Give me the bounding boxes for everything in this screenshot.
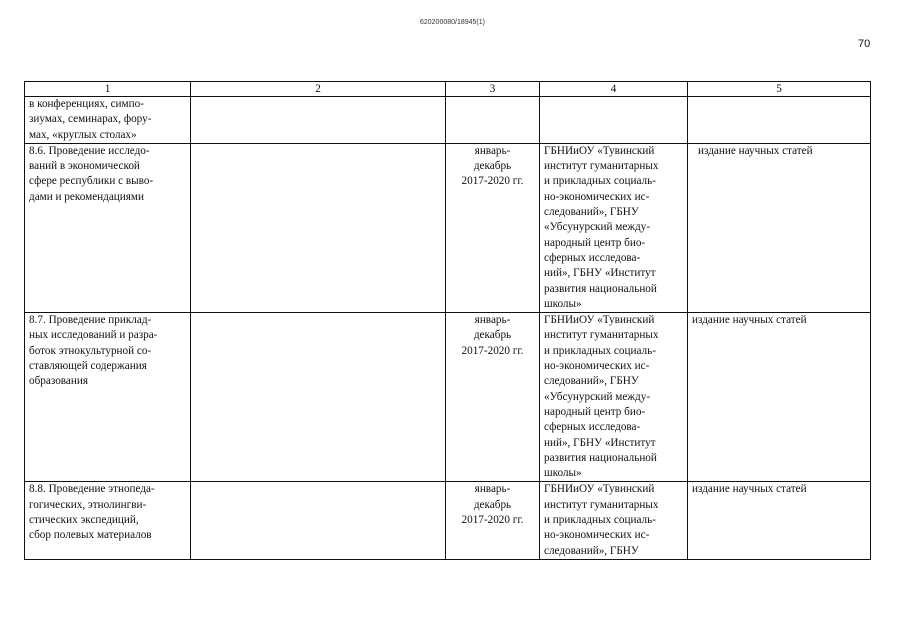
text-line: боток этнокультурной со- bbox=[29, 344, 152, 357]
text-line: сферных исследова- bbox=[544, 421, 641, 434]
empty-cell bbox=[191, 313, 446, 482]
text-line: декабрь bbox=[473, 498, 512, 511]
text-line: издание научных статей bbox=[692, 483, 807, 496]
text-line: январь- bbox=[474, 483, 511, 496]
text-line: ний», ГБНУ «Институт bbox=[544, 267, 656, 280]
text-line: дами и рекомендациями bbox=[29, 190, 144, 203]
text-line: мах, «круглых столах» bbox=[29, 128, 137, 141]
text-line: 8.7. Проведение приклад- bbox=[29, 314, 152, 327]
text-line: народный центр био- bbox=[544, 405, 646, 418]
text-line: «Убсунурский между- bbox=[544, 390, 651, 403]
text-line: и прикладных социаль- bbox=[544, 514, 656, 527]
text-line: школы» bbox=[544, 467, 582, 480]
period-cell bbox=[446, 97, 540, 144]
header-col-5: 5 bbox=[688, 82, 871, 97]
executor-cell bbox=[540, 143, 688, 312]
activity-cell bbox=[25, 143, 191, 312]
text-line: зиумах, семинарах, фору- bbox=[29, 113, 152, 126]
text-line: сфере республики с выво- bbox=[29, 175, 154, 188]
document-id: 620200080/18945(1) bbox=[419, 19, 485, 26]
text-line: следований», ГБНУ bbox=[544, 544, 639, 557]
text-line: ваний в экономической bbox=[29, 160, 140, 173]
text-line: «Убсунурский между- bbox=[544, 221, 651, 234]
table-row bbox=[25, 143, 871, 312]
text-line: ставляющей содержания bbox=[29, 360, 147, 373]
text-line: 8.8. Проведение этнопеда- bbox=[29, 483, 155, 496]
text-line: но-экономических ис- bbox=[544, 529, 650, 542]
text-line: издание научных статей bbox=[692, 314, 807, 327]
header-col-2: 2 bbox=[191, 82, 446, 97]
text-line: сферных исследова- bbox=[544, 251, 641, 264]
activity-cell bbox=[25, 482, 191, 559]
text-line: 2017-2020 гг. bbox=[461, 175, 524, 188]
text-line: школы» bbox=[544, 297, 582, 310]
header-row bbox=[25, 82, 871, 97]
period-cell bbox=[446, 482, 540, 559]
header-col-3: 3 bbox=[446, 82, 540, 97]
text-line: 2017-2020 гг. bbox=[461, 514, 524, 527]
text-line: 8.6. Проведение исследо- bbox=[29, 144, 150, 157]
table-row bbox=[25, 482, 871, 559]
text-line: стических экспедиций, bbox=[29, 514, 139, 527]
result-cell bbox=[688, 143, 871, 312]
text-line: образования bbox=[29, 375, 89, 388]
executor-cell bbox=[540, 313, 688, 482]
executor-cell bbox=[540, 482, 688, 559]
text-line: следований», ГБНУ bbox=[544, 206, 639, 219]
text-line: ГБНИиОУ «Тувинский bbox=[544, 144, 655, 157]
header-col-4: 4 bbox=[540, 82, 688, 97]
text-line: издание научных статей bbox=[698, 144, 813, 157]
empty-cell bbox=[191, 97, 446, 144]
header-col-1: 1 bbox=[25, 82, 191, 97]
table-row bbox=[25, 97, 871, 144]
text-line: гогических, этнолингви- bbox=[29, 498, 147, 511]
text-line: и прикладных социаль- bbox=[544, 344, 656, 357]
page-number: 70 bbox=[858, 38, 871, 50]
activity-cell bbox=[25, 313, 191, 482]
text-line: но-экономических ис- bbox=[544, 190, 650, 203]
text-line: 2017-2020 гг. bbox=[461, 344, 524, 357]
result-cell bbox=[688, 313, 871, 482]
period-cell bbox=[446, 313, 540, 482]
text-line: и прикладных социаль- bbox=[544, 175, 656, 188]
text-line: институт гуманитарных bbox=[544, 498, 659, 511]
text-line: ных исследований и разра- bbox=[29, 329, 158, 342]
text-line: декабрь bbox=[473, 160, 512, 173]
empty-cell bbox=[191, 482, 446, 559]
text-line: развития национальной bbox=[544, 282, 657, 295]
text-line: в конференциях, симпо- bbox=[29, 98, 144, 110]
result-cell bbox=[688, 482, 871, 559]
result-cell bbox=[688, 97, 871, 144]
text-line: следований», ГБНУ bbox=[544, 375, 639, 388]
table-row bbox=[25, 313, 871, 482]
activity-cell bbox=[25, 97, 191, 144]
text-line: январь- bbox=[474, 144, 511, 157]
plan-table bbox=[24, 81, 871, 560]
text-line: народный центр био- bbox=[544, 236, 646, 249]
text-line: ГБНИиОУ «Тувинский bbox=[544, 483, 655, 496]
text-line: но-экономических ис- bbox=[544, 360, 650, 373]
text-line: ГБНИиОУ «Тувинский bbox=[544, 314, 655, 327]
period-cell bbox=[446, 143, 540, 312]
text-line: сбор полевых материалов bbox=[29, 529, 152, 542]
text-line: развития национальной bbox=[544, 451, 657, 464]
text-line: институт гуманитарных bbox=[544, 160, 659, 173]
text-line: ний», ГБНУ «Институт bbox=[544, 436, 656, 449]
executor-cell bbox=[540, 97, 688, 144]
empty-cell bbox=[191, 143, 446, 312]
text-line: институт гуманитарных bbox=[544, 329, 659, 342]
text-line: декабрь bbox=[473, 329, 512, 342]
text-line: январь- bbox=[474, 314, 511, 327]
